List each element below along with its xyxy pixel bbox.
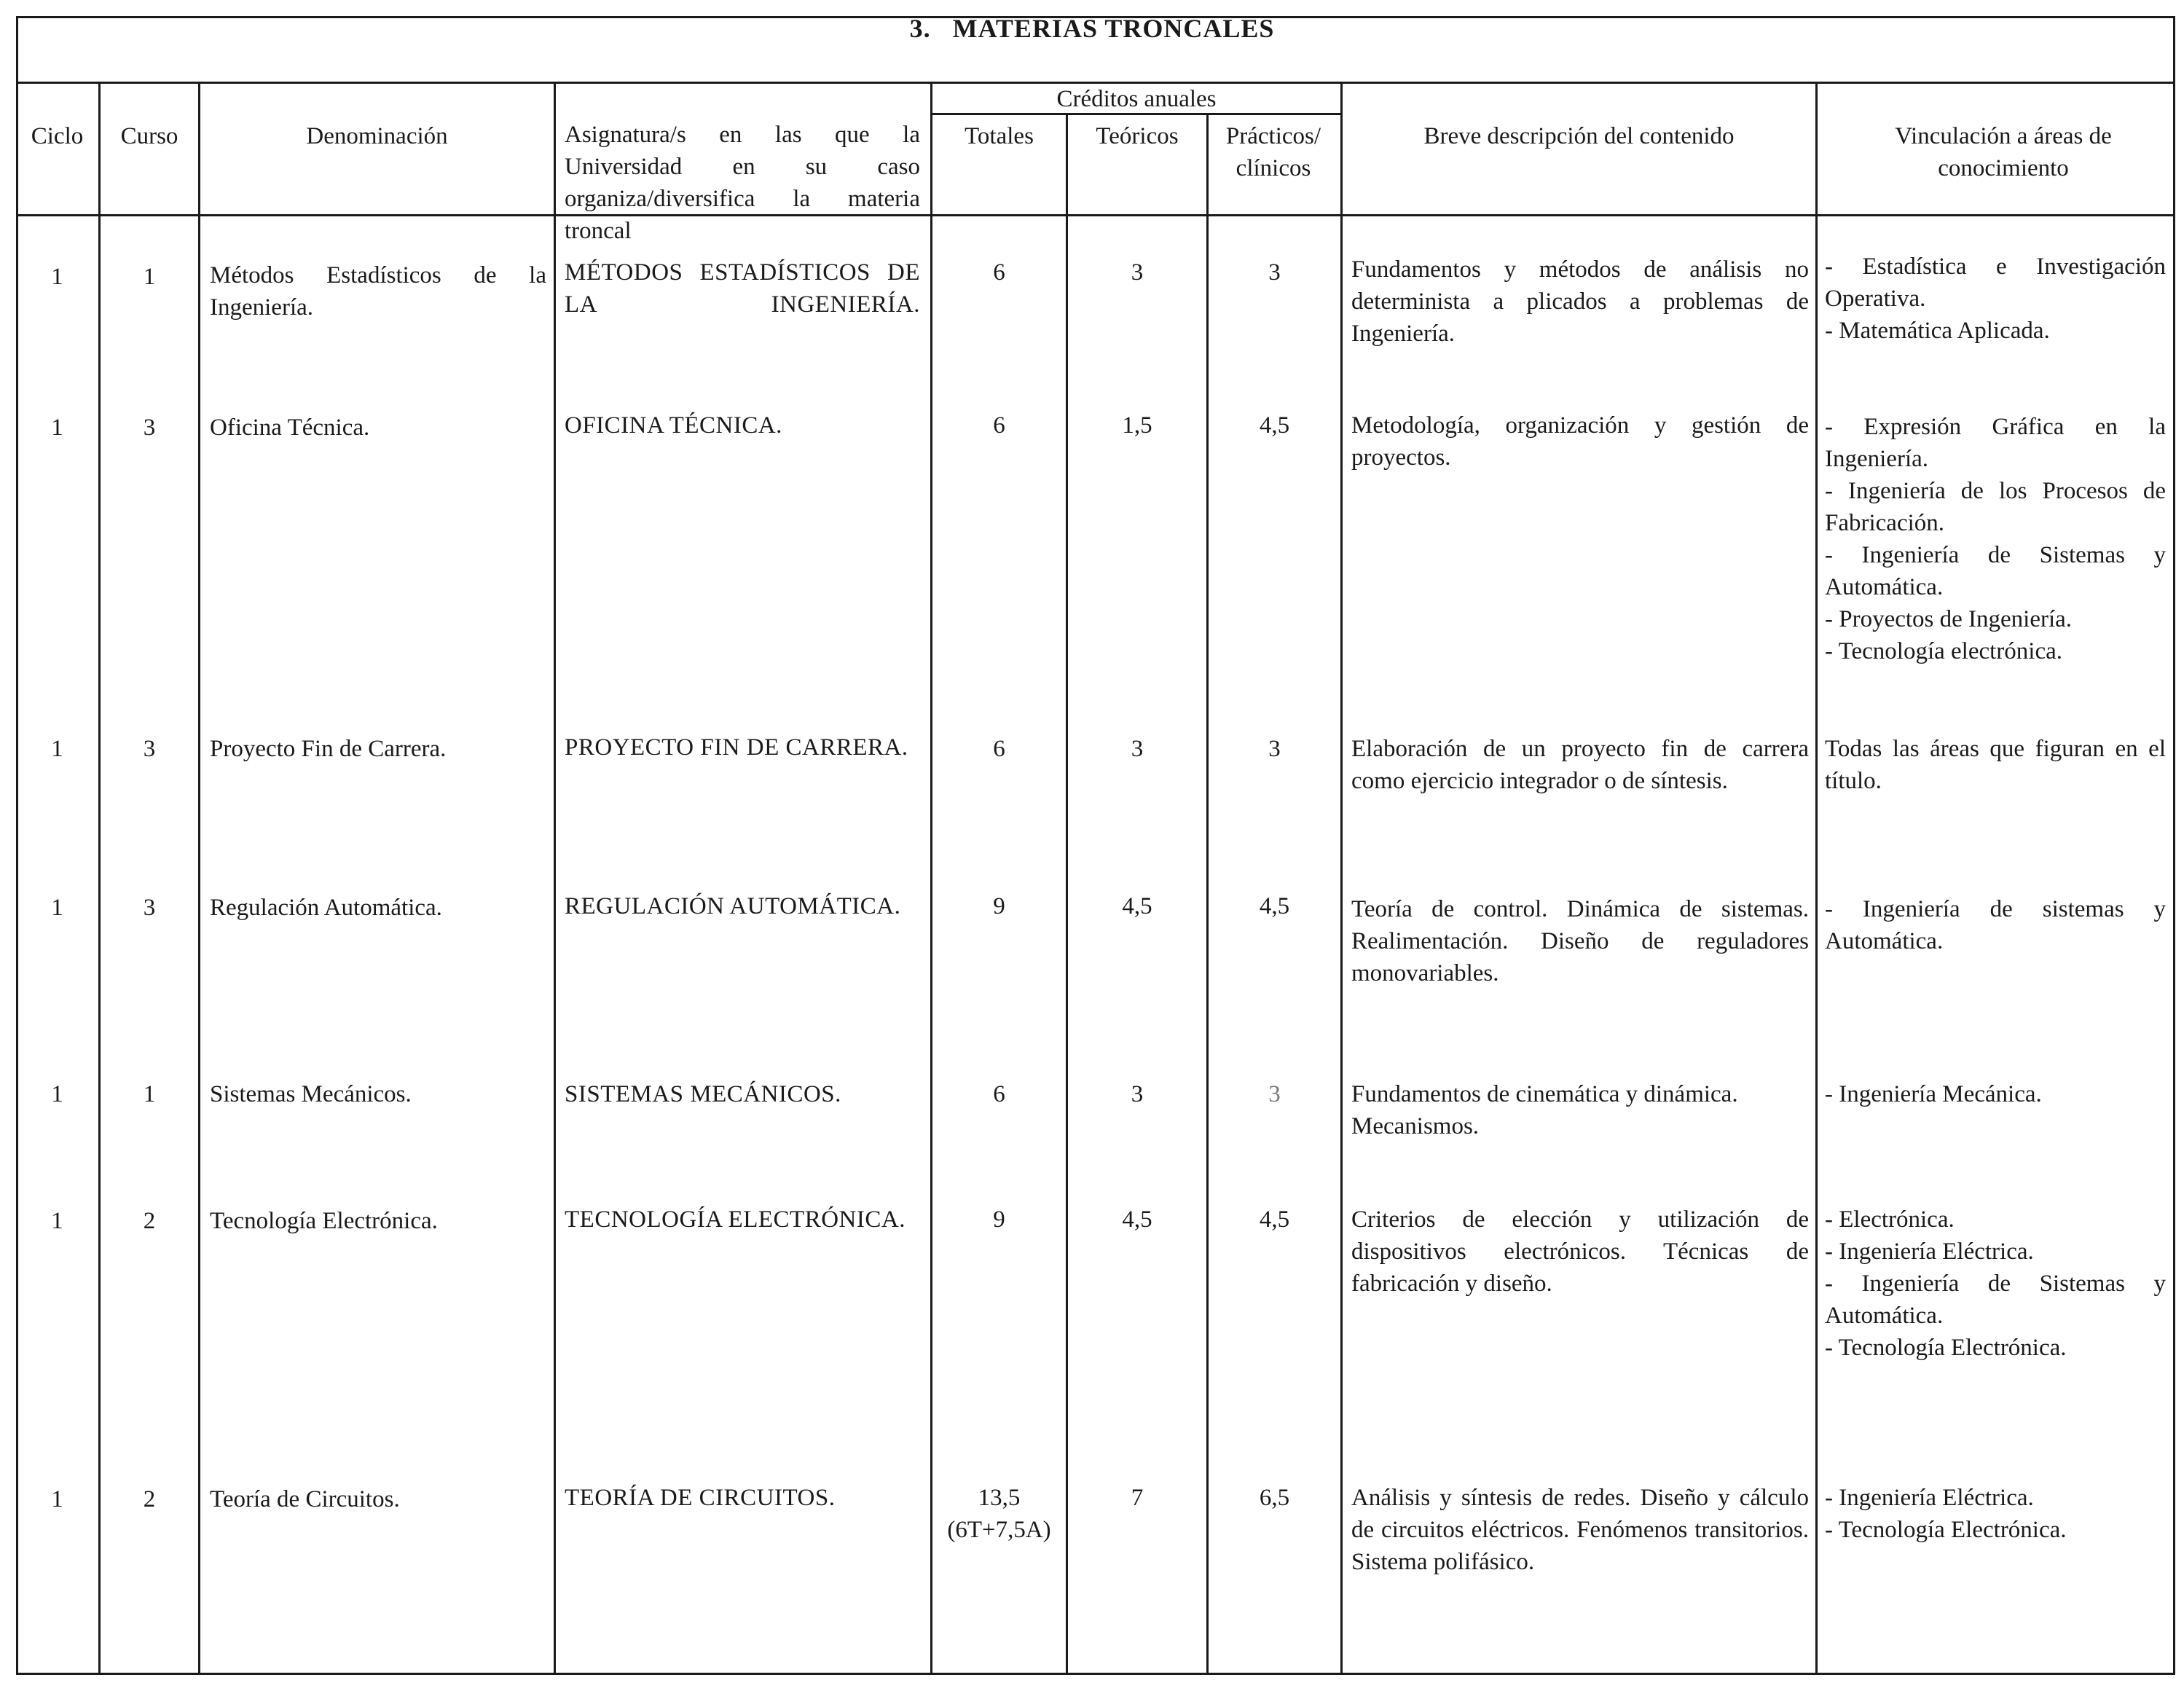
row6-denominacion: Tecnología Electrónica. xyxy=(210,1208,438,1234)
row3-curso: 3 xyxy=(143,736,156,762)
rule-bottom xyxy=(16,1673,2175,1675)
row4-totales: 9 xyxy=(993,893,1005,919)
row1-practicos: 3 xyxy=(1268,259,1281,286)
row7-denominacion: Teoría de Circuitos. xyxy=(210,1486,400,1512)
header-practicos: Prácticos/ clínicos xyxy=(1225,123,1321,181)
row1-teoricos: 3 xyxy=(1131,259,1144,286)
row5-practicos: 3 xyxy=(1268,1081,1281,1107)
section-title xyxy=(0,13,2184,44)
row5-ciclo: 1 xyxy=(51,1081,63,1107)
row5-descripcion: Fundamentos de cinemática y dinámica. Mecanismos. xyxy=(1351,1081,1738,1139)
row1-denominacion: Métodos Estadísticos de la Ingeniería. xyxy=(210,262,546,321)
header-teoricos: Teóricos xyxy=(1096,123,1179,149)
rule-right xyxy=(2173,16,2175,1675)
row7-area-2: - Tecnología Electrónica. xyxy=(1825,1517,2067,1543)
col-sep-asignatura xyxy=(930,82,932,1675)
row2-descripcion: Metodología, organización y gestión de proyectos. xyxy=(1351,412,1809,471)
header-asignatura: Asignatura/s en las que la Universidad en su caso organiza/diversifica la materia troncal xyxy=(565,122,920,244)
row1-ciclo: 1 xyxy=(51,264,63,290)
row2-curso: 3 xyxy=(143,415,156,441)
row3-teoricos: 3 xyxy=(1131,736,1144,762)
row7-totales: 13,5 xyxy=(978,1485,1021,1511)
row4-curso: 3 xyxy=(143,895,156,921)
row6-ciclo: 1 xyxy=(51,1208,63,1234)
row5-denominacion: Sistemas Mecánicos. xyxy=(210,1081,412,1107)
header-denominacion: Denominación xyxy=(306,123,448,149)
section-number: 3. xyxy=(909,14,931,43)
row2-area-2: - Ingeniería de los Procesos de Fabricación. xyxy=(1825,478,2166,536)
row7-area-1: - Ingeniería Eléctrica. xyxy=(1825,1485,2034,1511)
row2-area-4: - Proyectos de Ingeniería. xyxy=(1825,606,2073,632)
header-creditos-anuales: Créditos anuales xyxy=(1056,86,1217,112)
row6-area-4: - Tecnología Electrónica. xyxy=(1825,1335,2067,1361)
header-descripcion: Breve descripción del contenido xyxy=(1423,123,1735,149)
row7-descripcion: Análisis y síntesis de redes. Diseño y cálculo de circuitos eléctricos. Fenómenos transitorios. Sistema polifásico. xyxy=(1351,1485,1809,1575)
col-sep-practicos xyxy=(1340,82,1343,1675)
row4-denominacion: Regulación Automática. xyxy=(210,895,442,921)
row1-area-2: - Matemática Aplicada. xyxy=(1825,318,2050,344)
row5-asignatura: SISTEMAS MECÁNICOS. xyxy=(565,1081,841,1107)
row5-totales: 6 xyxy=(993,1081,1005,1107)
row2-practicos: 4,5 xyxy=(1259,412,1290,439)
row5-curso: 1 xyxy=(143,1081,156,1107)
section-title-text: MATERIAS TRONCALES xyxy=(952,14,1275,43)
row1-area-1: - Estadística e Investigación Operativa. xyxy=(1825,254,2166,312)
row2-area-5: - Tecnología electrónica. xyxy=(1825,638,2063,664)
row7-practicos: 6,5 xyxy=(1259,1485,1290,1511)
row3-area-1: Todas las áreas que figuran en el título. xyxy=(1825,736,2166,794)
row2-asignatura: OFICINA TÉCNICA. xyxy=(565,412,782,439)
header-totales: Totales xyxy=(965,123,1034,149)
row7-totales-detalle: (6T+7,5A) xyxy=(947,1517,1051,1543)
col-sep-descripcion xyxy=(1815,82,1818,1675)
rule-header-bottom xyxy=(16,214,2175,216)
row6-descripcion: Criterios de elección y utilización de dispositivos electrónicos. Técnicas de fabricación y diseño. xyxy=(1351,1206,1809,1297)
row6-area-3: - Ingeniería de Sistemas y Automática. xyxy=(1825,1271,2166,1329)
row3-asignatura: PROYECTO FIN DE CARRERA. xyxy=(565,734,908,761)
col-sep-curso xyxy=(198,82,200,1675)
row1-descripcion: Fundamentos y métodos de análisis no determinista a plicados a problemas de Ingeniería. xyxy=(1351,256,1809,347)
row4-asignatura: REGULACIÓN AUTOMÁTICA. xyxy=(565,893,901,919)
row7-asignatura: TEORÍA DE CIRCUITOS. xyxy=(565,1485,836,1511)
row7-teoricos: 7 xyxy=(1131,1485,1144,1511)
col-sep-ciclo xyxy=(98,82,101,1675)
row7-ciclo: 1 xyxy=(51,1486,63,1512)
row1-totales: 6 xyxy=(993,259,1005,286)
row2-teoricos: 1,5 xyxy=(1122,412,1152,439)
row4-teoricos: 4,5 xyxy=(1122,893,1152,919)
row3-practicos: 3 xyxy=(1268,736,1281,762)
row4-practicos: 4,5 xyxy=(1259,893,1290,919)
row6-asignatura: TECNOLOGÍA ELECTRÓNICA. xyxy=(565,1206,906,1233)
row6-curso: 2 xyxy=(143,1208,156,1234)
row3-totales: 6 xyxy=(993,736,1005,762)
header-curso: Curso xyxy=(120,123,178,149)
row6-practicos: 4,5 xyxy=(1259,1206,1290,1233)
row1-curso: 1 xyxy=(143,264,156,290)
row6-area-1: - Electrónica. xyxy=(1825,1206,1955,1233)
row2-area-1: - Expresión Gráfica en la Ingeniería. xyxy=(1825,414,2166,472)
row6-teoricos: 4,5 xyxy=(1122,1206,1152,1233)
row4-ciclo: 1 xyxy=(51,895,63,921)
row3-descripcion: Elaboración de un proyecto fin de carrera como ejercicio integrador o de síntesis. xyxy=(1351,736,1809,794)
row6-totales: 9 xyxy=(993,1206,1005,1233)
row7-curso: 2 xyxy=(143,1486,156,1512)
row2-totales: 6 xyxy=(993,412,1005,439)
row3-ciclo: 1 xyxy=(51,736,63,762)
header-ciclo: Ciclo xyxy=(31,123,84,149)
row2-area-3: - Ingeniería de Sistemas y Automática. xyxy=(1825,542,2166,600)
col-sep-denominacion xyxy=(554,82,556,1675)
header-vinculacion: Vinculación a áreas de conocimiento xyxy=(1895,123,2112,181)
row2-ciclo: 1 xyxy=(51,415,63,441)
row5-area-1: - Ingeniería Mecánica. xyxy=(1825,1081,2042,1107)
row1-asignatura: MÉTODOS ESTADÍSTICOS DE LA INGENIERÍA. xyxy=(565,259,920,318)
row5-teoricos: 3 xyxy=(1131,1081,1144,1107)
row3-denominacion: Proyecto Fin de Carrera. xyxy=(210,736,447,762)
row2-denominacion: Oficina Técnica. xyxy=(210,415,370,441)
row4-area-1: - Ingeniería de sistemas y Automática. xyxy=(1825,896,2166,954)
row6-area-2: - Ingeniería Eléctrica. xyxy=(1825,1238,2034,1265)
row4-descripcion: Teoría de control. Dinámica de sistemas. Realimentación. Diseño de reguladores monovariables. xyxy=(1351,896,1809,986)
